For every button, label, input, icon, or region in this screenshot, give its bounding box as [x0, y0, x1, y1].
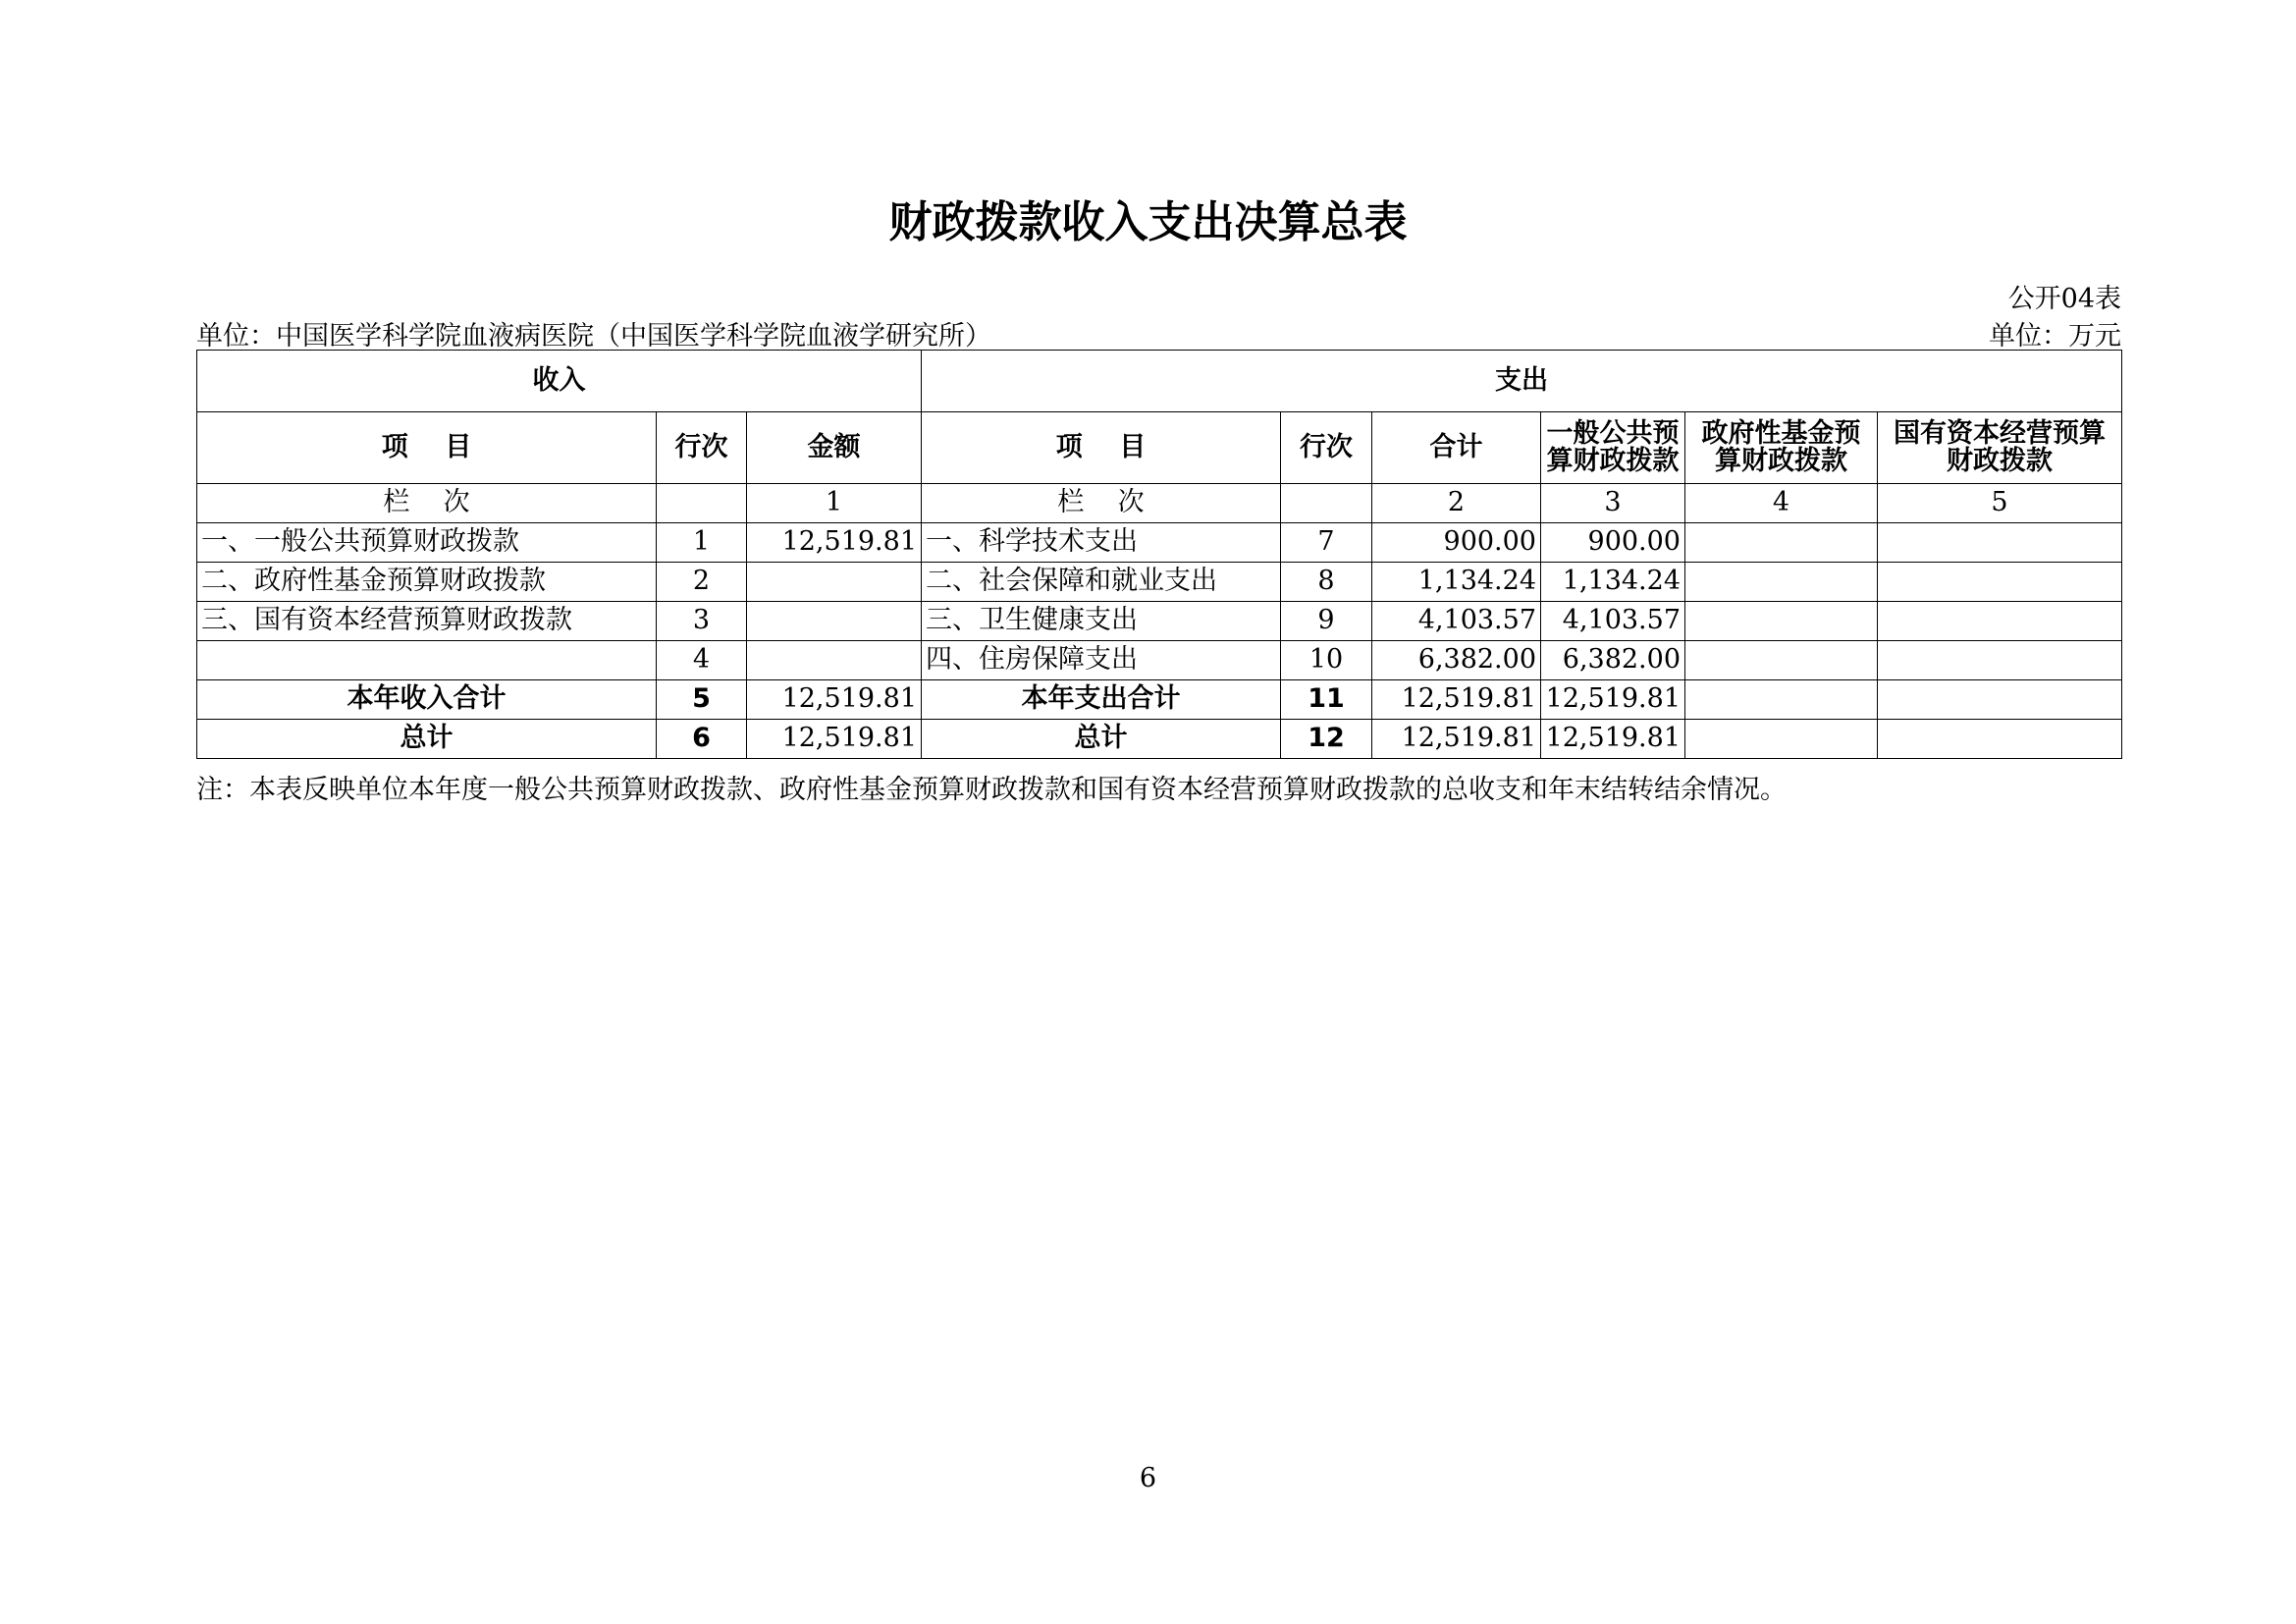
col-header-state-capital: 国有资本经营预算财政拨款: [1878, 412, 2122, 484]
expense-item: 一、科学技术支出: [922, 523, 1281, 563]
expense-item: 总计: [922, 720, 1281, 759]
expense-gov-fund: [1685, 602, 1878, 641]
col-index-gov-fund: 4: [1685, 484, 1878, 523]
expense-row-no: 8: [1281, 563, 1372, 602]
expense-section-header: 支出: [922, 351, 2122, 412]
expense-total: 1,134.24: [1372, 563, 1541, 602]
income-amount: [747, 641, 922, 680]
income-item: 本年收入合计: [197, 680, 657, 720]
section-header-row: [197, 351, 2122, 412]
col-index-blank: [657, 484, 747, 523]
col-index-blank: [1281, 484, 1372, 523]
expense-general: 12,519.81: [1541, 720, 1685, 759]
col-header-income-row: 行次: [657, 412, 747, 484]
expense-item: 二、社会保障和就业支出: [922, 563, 1281, 602]
table-row: [197, 563, 2122, 602]
col-index-expense-label: 栏 次: [922, 484, 1281, 523]
income-amount: 12,519.81: [747, 523, 922, 563]
expense-gov-fund: [1685, 523, 1878, 563]
col-index-amount: 1: [747, 484, 922, 523]
expense-total: 12,519.81: [1372, 720, 1541, 759]
table-row: [197, 641, 2122, 680]
expense-state-capital: [1878, 680, 2122, 720]
expense-row-no: 11: [1281, 680, 1372, 720]
expense-row-no: 9: [1281, 602, 1372, 641]
col-header-expense-row: 行次: [1281, 412, 1372, 484]
income-section-header: 收入: [197, 351, 922, 412]
expense-general: 12,519.81: [1541, 680, 1685, 720]
income-amount: [747, 602, 922, 641]
income-amount: 12,519.81: [747, 680, 922, 720]
col-index-total: 2: [1372, 484, 1541, 523]
expense-gov-fund: [1685, 563, 1878, 602]
expense-state-capital: [1878, 602, 2122, 641]
expense-item: 四、住房保障支出: [922, 641, 1281, 680]
expense-gov-fund: [1685, 720, 1878, 759]
income-row-no: 6: [657, 720, 747, 759]
col-header-income-item: 项 目: [197, 412, 657, 484]
expense-total: 6,382.00: [1372, 641, 1541, 680]
col-header-total: 合计: [1372, 412, 1541, 484]
grand-total-row: [197, 720, 2122, 759]
expense-general: 4,103.57: [1541, 602, 1685, 641]
expense-total: 900.00: [1372, 523, 1541, 563]
expense-row-no: 12: [1281, 720, 1372, 759]
table-note: 注：本表反映单位本年度一般公共预算财政拨款、政府性基金预算财政拨款和国有资本经营预算财政拨款的总收支和年末结转结余情况。: [196, 775, 1787, 805]
form-number: 公开04表: [2007, 284, 2121, 314]
income-row-no: 5: [657, 680, 747, 720]
income-row-no: 3: [657, 602, 747, 641]
income-item: 二、政府性基金预算财政拨款: [197, 563, 657, 602]
col-header-general-budget: 一般公共预算财政拨款: [1541, 412, 1685, 484]
expense-general: 900.00: [1541, 523, 1685, 563]
income-item: 一、一般公共预算财政拨款: [197, 523, 657, 563]
table-row: [197, 523, 2122, 563]
appropriation-summary-table: [196, 350, 2122, 759]
expense-gov-fund: [1685, 641, 1878, 680]
col-header-gov-fund: 政府性基金预算财政拨款: [1685, 412, 1878, 484]
col-index-general: 3: [1541, 484, 1685, 523]
income-row-no: 4: [657, 641, 747, 680]
expense-total: 12,519.81: [1372, 680, 1541, 720]
expense-state-capital: [1878, 523, 2122, 563]
income-row-no: 1: [657, 523, 747, 563]
subtotal-row: [197, 680, 2122, 720]
col-index-state-capital: 5: [1878, 484, 2122, 523]
income-item: 总计: [197, 720, 657, 759]
expense-row-no: 7: [1281, 523, 1372, 563]
expense-item: 本年支出合计: [922, 680, 1281, 720]
income-item: [197, 641, 657, 680]
expense-state-capital: [1878, 720, 2122, 759]
expense-row-no: 10: [1281, 641, 1372, 680]
income-item: 三、国有资本经营预算财政拨款: [197, 602, 657, 641]
col-header-expense-item: 项 目: [922, 412, 1281, 484]
expense-general: 1,134.24: [1541, 563, 1685, 602]
expense-item: 三、卫生健康支出: [922, 602, 1281, 641]
income-row-no: 2: [657, 563, 747, 602]
expense-general: 6,382.00: [1541, 641, 1685, 680]
expense-gov-fund: [1685, 680, 1878, 720]
expense-state-capital: [1878, 563, 2122, 602]
table-row: [197, 602, 2122, 641]
column-header-row: [197, 412, 2122, 484]
currency-unit: 单位：万元: [1989, 321, 2121, 352]
income-amount: 12,519.81: [747, 720, 922, 759]
col-header-income-amount: 金额: [747, 412, 922, 484]
page-title: 财政拨款收入支出决算总表: [888, 197, 1408, 247]
expense-state-capital: [1878, 641, 2122, 680]
income-amount: [747, 563, 922, 602]
column-index-row: [197, 484, 2122, 523]
page-number: 6: [1139, 1463, 1157, 1493]
reporting-unit: 单位：中国医学科学院血液病医院（中国医学科学院血液学研究所）: [196, 321, 991, 352]
expense-total: 4,103.57: [1372, 602, 1541, 641]
col-index-label: 栏 次: [197, 484, 657, 523]
